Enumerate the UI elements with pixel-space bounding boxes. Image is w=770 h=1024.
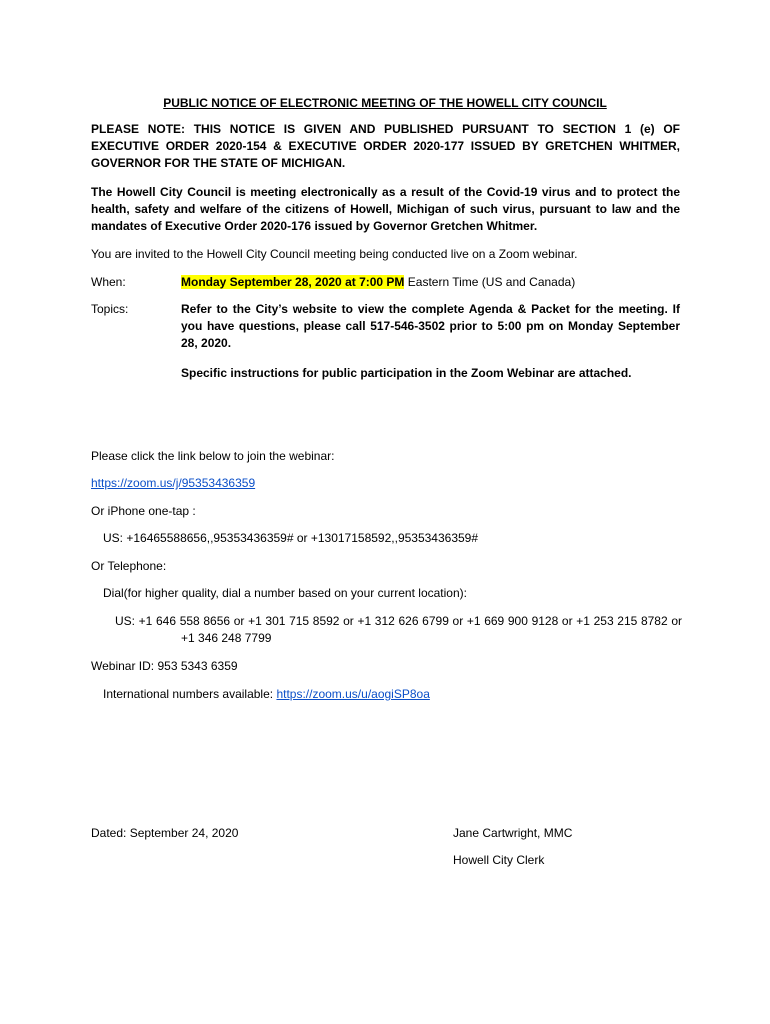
dated-text: Dated: September 24, 2020 xyxy=(91,826,239,840)
signer-title: Howell City Clerk xyxy=(453,853,545,867)
webinar-id: Webinar ID: 953 5343 6359 xyxy=(91,659,238,673)
dial-note: Dial(for higher quality, dial a number based on your current location): xyxy=(103,586,467,600)
topics-label: Topics: xyxy=(91,302,129,316)
join-prompt: Please click the link below to join the webinar: xyxy=(91,449,335,463)
meeting-timezone: Eastern Time (US and Canada) xyxy=(404,275,576,289)
meeting-date-highlight: Monday September 28, 2020 at 7:00 PM xyxy=(181,275,405,289)
when-value xyxy=(181,274,575,291)
international-numbers-link[interactable]: https://zoom.us/u/aogiSP8oa xyxy=(276,687,430,701)
signer-name: Jane Cartwright, MMC xyxy=(453,826,573,840)
webinar-link[interactable]: https://zoom.us/j/95353436359 xyxy=(91,476,256,490)
topics-text: Refer to the City’s website to view the complete Agenda & Packet for the meeting. If you have questions, please call 517-546-3502 prior to 5:00 pm on Monday September 28, 2020. xyxy=(181,302,680,350)
iphone-label: Or iPhone one-tap : xyxy=(91,504,196,518)
notice-title: PUBLIC NOTICE OF ELECTRONIC MEETING OF THE HOWELL CITY COUNCIL xyxy=(163,96,607,110)
participation-instructions: Specific instructions for public participation in the Zoom Webinar are attached. xyxy=(181,366,632,380)
iphone-numbers: US: +16465588656,,95353436359# or +13017158592,,95353436359# xyxy=(103,531,479,545)
invite-text: You are invited to the Howell City Council meeting being conducted live on a Zoom webinar. xyxy=(91,247,578,261)
international-label: International numbers available: xyxy=(103,687,277,701)
telephone-label: Or Telephone: xyxy=(91,559,167,573)
when-label: When: xyxy=(91,275,126,289)
please-note-paragraph: PLEASE NOTE: THIS NOTICE IS GIVEN AND PUBLISHED PURSUANT TO SECTION 1 (e) OF EXECUTIVE ORDER 2020-154 & EXECUTIVE ORDER 2020-177 ISSUED BY GRETCHEN WHITMER, GOVERNOR FOR THE STATE OF MICHIGAN. xyxy=(91,122,680,170)
council-statement-paragraph: The Howell City Council is meeting electronically as a result of the Covid-19 virus and to protect the health, safety and welfare of the citizens of Howell, Michigan of such virus, pursuant to law and the mandates of Executive Order 2020-176 issued by Governor Gretchen Whitmer. xyxy=(91,185,680,233)
international-numbers xyxy=(103,686,430,703)
us-phone-numbers: US: +1 646 558 8656 or +1 301 715 8592 or +1 312 626 6799 or +1 669 900 9128 or +1 253 215 8782 or +1 346 248 7799 xyxy=(115,614,682,645)
